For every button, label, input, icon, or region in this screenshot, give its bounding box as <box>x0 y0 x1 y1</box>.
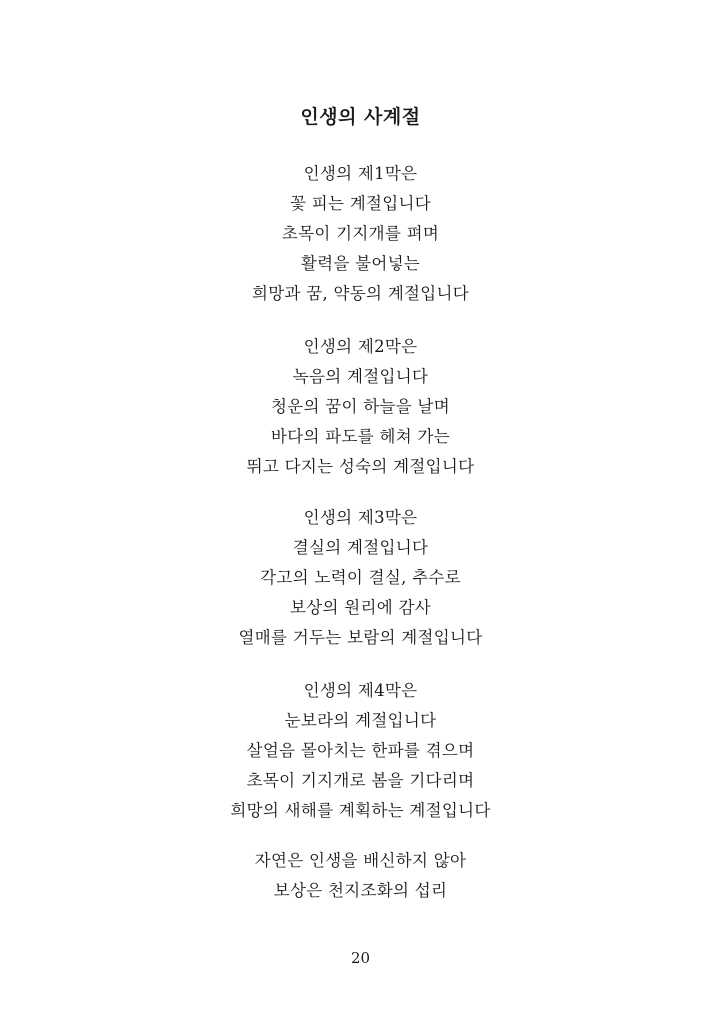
poem-line: 보상의 원리에 감사 <box>289 598 431 617</box>
poem-line: 눈보라의 계절입니다 <box>284 711 437 730</box>
poem-line: 인생의 제1막은 <box>303 164 418 183</box>
poem-line: 보상은 천지조화의 섭리 <box>273 881 448 900</box>
poem-line: 녹음의 계절입니다 <box>292 367 429 386</box>
poem-line: 살얼음 몰아치는 한파를 겪으며 <box>246 741 475 760</box>
poem-line: 결실의 계절입니다 <box>292 538 429 557</box>
poem-line: 인생의 제3막은 <box>303 508 418 527</box>
poem-line: 초목이 기지개로 봄을 기다리며 <box>246 771 475 790</box>
stanza-3 <box>0 503 721 653</box>
poem-line: 열매를 거두는 보람의 계절입니다 <box>238 628 483 647</box>
stanza-4 <box>0 676 721 826</box>
poem-line: 초목이 기지개를 펴며 <box>281 224 440 243</box>
poem-line: 인생의 제4막은 <box>303 681 418 700</box>
poem-line: 뛰고 다지는 성숙의 계절입니다 <box>246 457 475 476</box>
poem-line: 희망과 꿈, 약동의 계절입니다 <box>251 284 470 303</box>
poem-line: 꽃 피는 계절입니다 <box>289 194 431 213</box>
poem-line: 인생의 제2막은 <box>303 337 418 356</box>
poem-line: 자연은 인생을 배신하지 않아 <box>254 851 467 870</box>
page-number: 20 <box>350 949 371 967</box>
stanza-2 <box>0 332 721 482</box>
poem-line: 희망의 새해를 계획하는 계절입니다 <box>230 801 491 820</box>
poem-line: 활력을 불어넣는 <box>300 254 421 273</box>
poem-line: 바다의 파도를 헤쳐 가는 <box>270 427 451 446</box>
stanza-1 <box>0 159 721 309</box>
poem-line: 각고의 노력이 결실, 추수로 <box>260 568 461 587</box>
poem-title: 인생의 사계절 <box>300 106 421 128</box>
poem-line: 청운의 꿈이 하늘을 날며 <box>270 397 451 416</box>
stanza-5 <box>0 846 721 906</box>
